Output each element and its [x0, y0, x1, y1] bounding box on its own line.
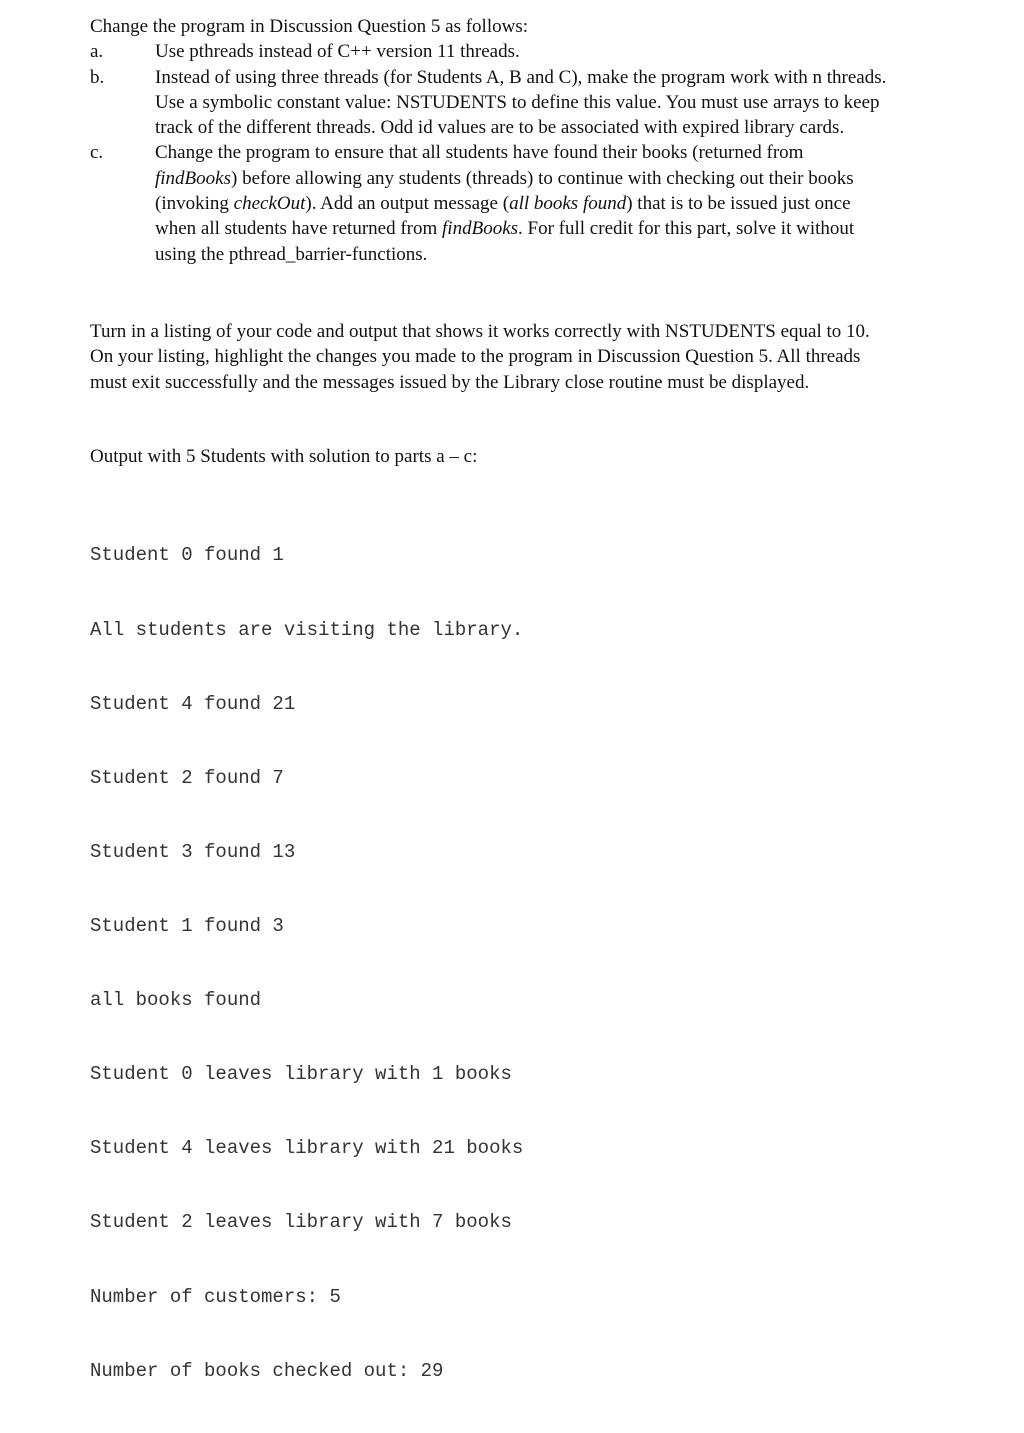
item-text-segment: . For full credit for this part, solve it without using the pthread_barrier-functions.: [155, 218, 855, 265]
output-line: all books found: [90, 989, 262, 1012]
message-all-books-found: all books found: [509, 193, 627, 215]
output-line: Student 2 leaves library with 7 books: [90, 1211, 512, 1234]
item-text-segment: ). Add an output message (: [305, 193, 510, 215]
intro-text: Change the program in Discussion Question 5 as follows:: [90, 16, 529, 37]
item-text-segment: Change the program to ensure that all students have found their books (returned from: [155, 142, 804, 164]
output-line: Student 2 found 7: [90, 766, 284, 789]
program-output: [90, 494, 523, 1433]
item-text: [155, 140, 890, 266]
item-letter: c.: [90, 142, 104, 164]
item-letter: b.: [90, 66, 105, 88]
output-line: Number of customers: 5: [90, 1285, 341, 1308]
output-line: Student 3 found 13: [90, 840, 296, 863]
item-text-segment: Use pthreads instead of C++ version 11 threads.: [155, 41, 520, 63]
list-item-c: [90, 140, 890, 266]
item-text-segment: Instead of using three threads (for Students A, B and C), make the program work with n threads. Use a symbolic constant value: NSTUDENTS to define this value. You must use arrays to keep track of the different threads. Odd id values are to be associated with expired library cards.: [155, 66, 887, 139]
function-name-findbooks: findBooks: [155, 167, 231, 189]
item-text: [155, 39, 890, 64]
output-heading: Output with 5 Students with solution to parts a – c:: [90, 446, 478, 467]
output-line: Student 4 leaves library with 21 books: [90, 1137, 524, 1160]
function-name-findbooks: findBooks: [442, 218, 519, 240]
output-line: All students are visiting the library.: [90, 618, 524, 641]
output-line: Student 4 found 21: [90, 692, 296, 715]
list-item-a: [90, 39, 890, 64]
output-line: Student 0 found 1: [90, 544, 284, 567]
item-text-segment: ) before allowing any students (threads) to continue with checking out their books (invoking: [155, 167, 854, 215]
document-page: [90, 14, 890, 1382]
requirements-list: [90, 39, 890, 267]
output-line: Student 0 leaves library with 1 books: [90, 1063, 512, 1086]
output-line: Number of books checked out: 29: [90, 1359, 444, 1382]
item-text-segment: ) that is to be issued just once when all students have returned from: [155, 193, 851, 240]
function-name-checkout: checkOut: [233, 193, 306, 215]
item-letter: a.: [90, 41, 104, 63]
output-line: Student 1 found 3: [90, 914, 284, 937]
turn-in-paragraph: Turn in a listing of your code and output that shows it works correctly with NSTUDENTS equal to 10. On your listing, highlight the changes you made to the program in Discussion Question 5. All threads must exit successfully and the messages issued by the Library close routine must be displayed.: [90, 321, 870, 393]
list-item-b: [90, 65, 890, 141]
item-text: [155, 65, 890, 141]
